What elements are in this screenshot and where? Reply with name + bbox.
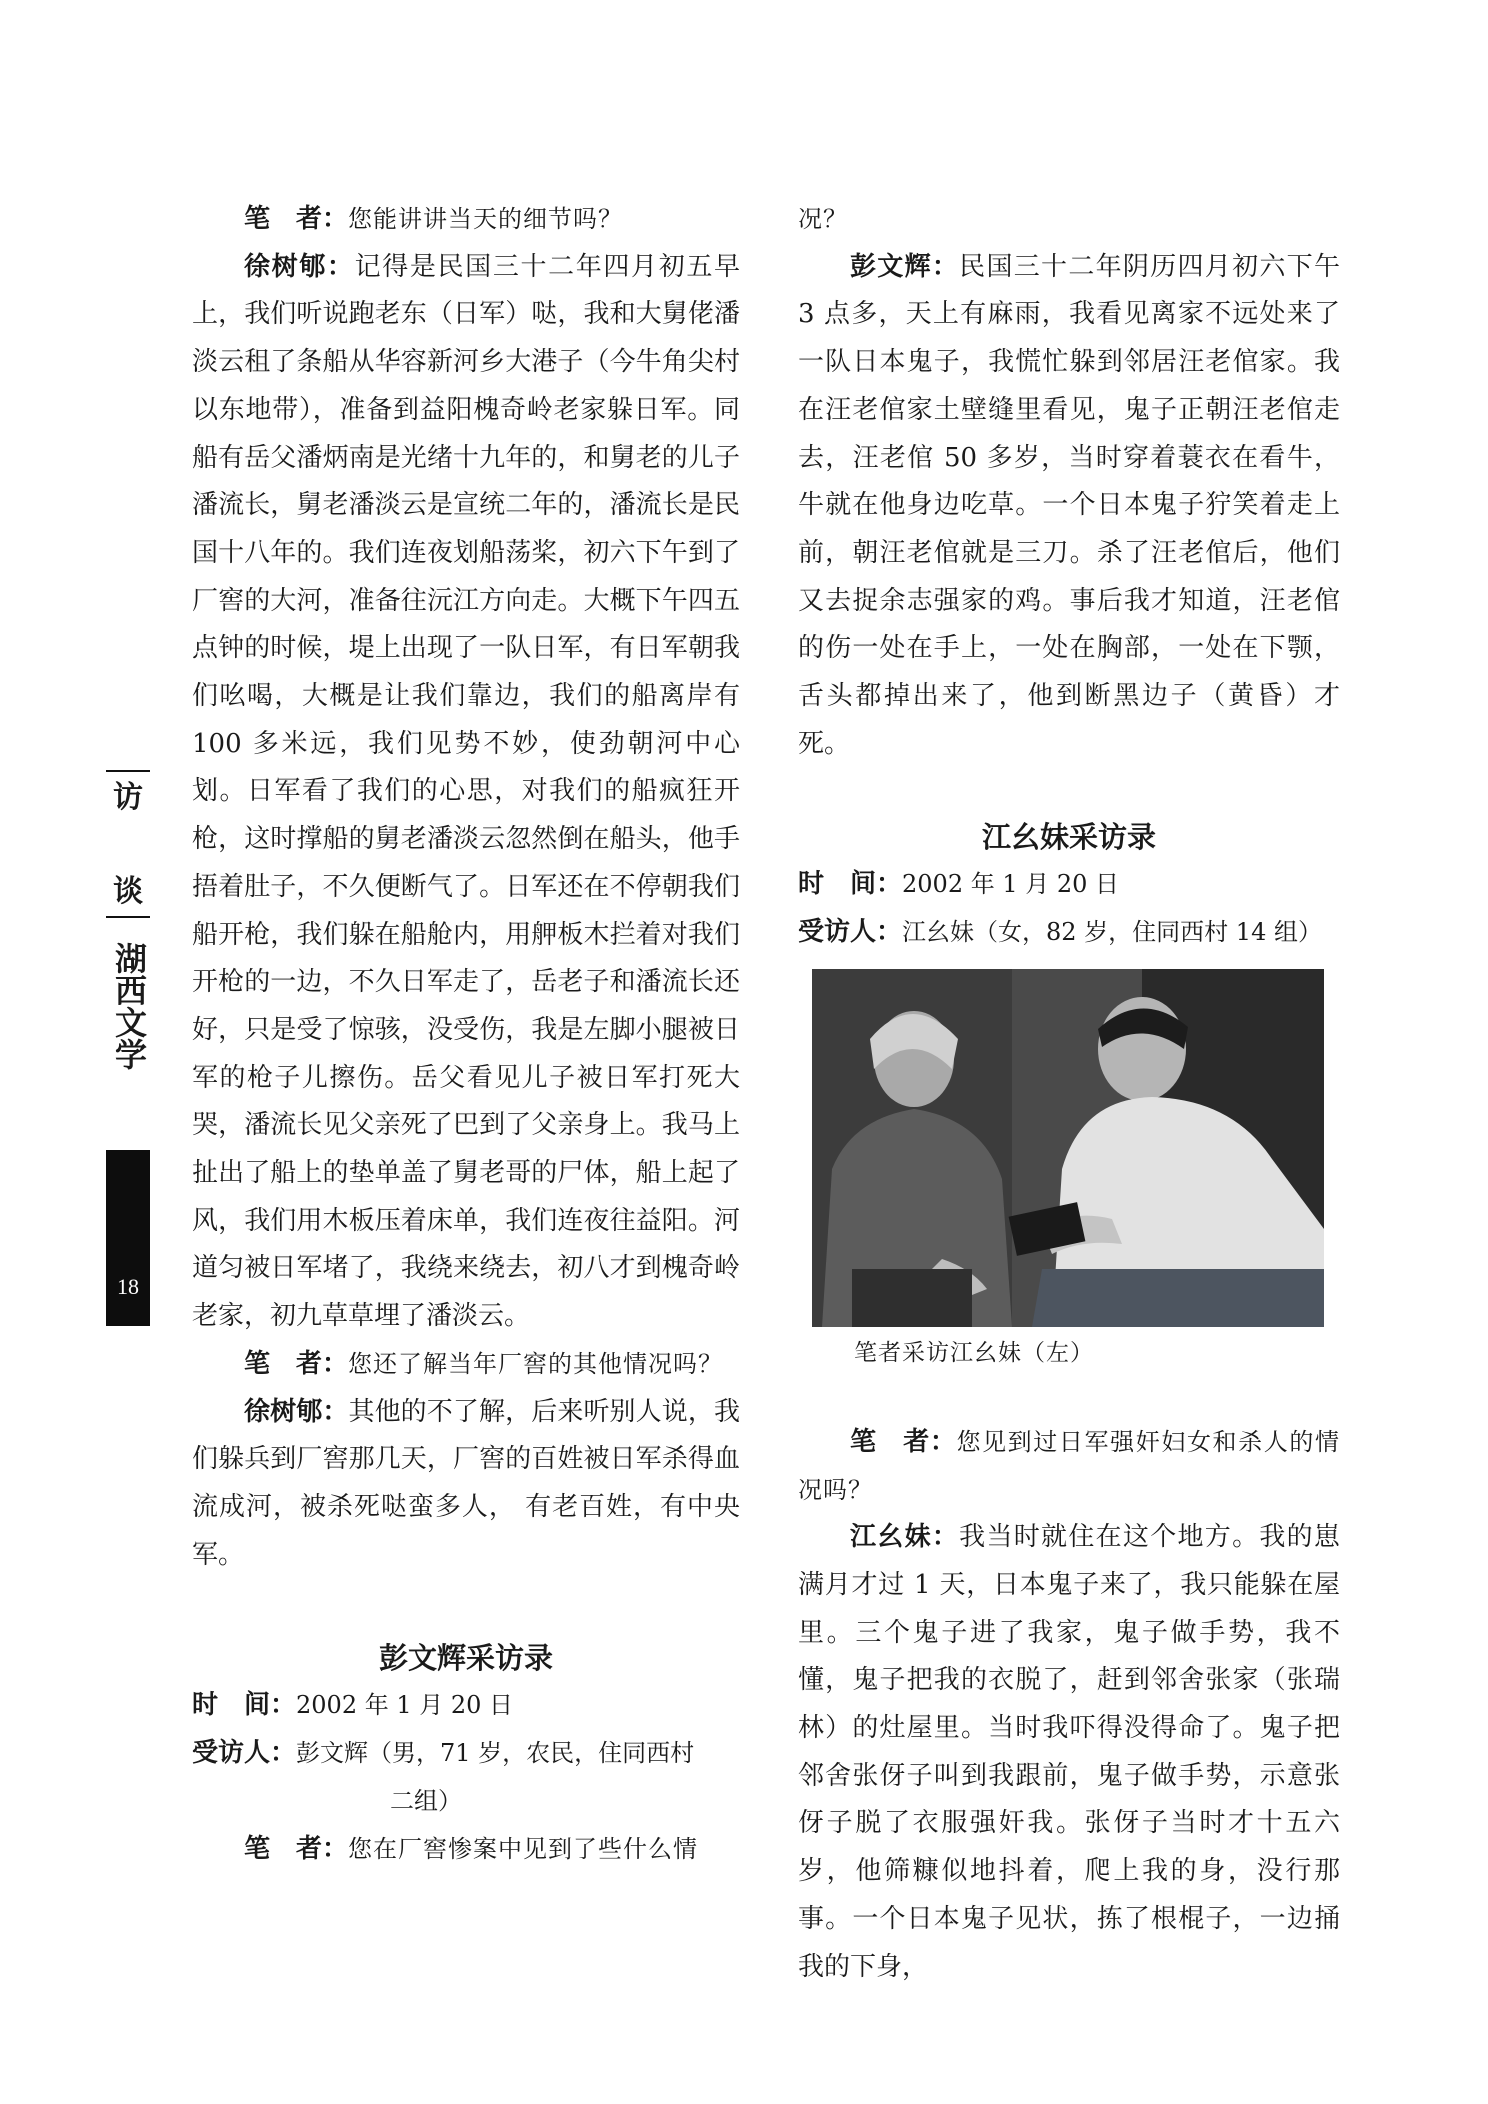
speaker-label: 徐树郇：	[244, 1396, 349, 1427]
meta-label: 时 间：	[798, 869, 903, 900]
speaker-label: 徐树郇：	[244, 251, 355, 282]
tab-divider	[106, 770, 150, 772]
speaker-label: 笔 者：	[244, 1348, 349, 1379]
meta-time	[192, 1682, 740, 1730]
answer-text: 记得是民国三十二年四月初五早上，我们听说跑老东（日军）哒，我和大舅佬潘淡云租了条船从华容新河乡大港子（今牛角尖村以东地带），准备到益阳槐奇岭老家躲日军。同船有岳父潘炳南是光绪十九年的，和舅老的儿子潘流长，舅老潘淡云是宣统二年的，潘流长是民国十八年的。我们连夜划船荡桨，初六下午到了厂窖的大河，准备往沅江方向走。大概下午四五点钟的时候，堤上出现了一队日军，有日军朝我们吆喝，大概是让我们靠边，我们的船离岸有 100 多米远，我们见势不妙，使劲朝河中心划。日军看了我们的心思，对我们的船疯狂开枪，这时撑船的舅老潘淡云忽然倒在船头，他手捂着肚子，不久便断气了。日军还在不停朝我们船开枪，我们躲在船舱内，用舺板木拦着对我们开枪的一边，不久日军走了，岳老子和潘流长还好，只是受了惊骇，没受伤，我是左脚小腿被日军的枪子儿擦伤。岳父看见儿子被日军打死大哭，潘流长见父亲死了巴到了父亲身上。我马上扯出了船上的垫单盖了舅老哥的尸体，船上起了风，我们用木板压着床单，我们连夜往益阳。河道匀被日军堵了，我绕来绕去，初八才到槐奇岭老家，初九草草埋了潘淡云。	[192, 251, 740, 1332]
paragraph	[192, 1826, 740, 1874]
meta-value: 彭文辉（男，71 岁，农民，住同西村	[296, 1739, 695, 1768]
left-column	[192, 196, 740, 1873]
paragraph	[798, 1419, 1340, 1514]
section-title: 江幺妹采访录	[981, 820, 1156, 855]
paragraph	[192, 1389, 740, 1580]
meta-label: 受访人：	[798, 917, 903, 948]
photo-illustration	[812, 969, 1324, 1327]
spacer	[798, 1373, 1340, 1419]
meta-value: 2002 年 1 月 20 日	[296, 1691, 514, 1720]
spacer	[798, 768, 1340, 814]
spacer	[104, 818, 152, 872]
section-title: 彭文辉采访录	[378, 1641, 553, 1676]
spacer	[192, 1579, 740, 1635]
question-text: 您见到过日军强奸妇女和杀人的情况吗？	[798, 1427, 1340, 1504]
answer-text: 民国三十二年阴历四月初六下午 3 点多，天上有麻雨，我看见离家不远处来了一队日本鬼子，我慌忙躲到邻居汪老倌家。我在汪老倌家土壁缝里看见，鬼子正朝汪老倌走去，汪老倌 50 多岁，当时穿着蓑衣在看牛，牛就在他身边吃草。一个日本鬼子狞笑着走上前，朝汪老倌就是三刀。杀了汪老倌后，他们又去捉余志强家的鸡。事后我才知道，汪老倌的伤一处在手上，一处在胸部，一处在下颚，舌头都掉出来了，他到断黑边子（黄昏）才死。	[798, 251, 1340, 759]
question-text: 您在厂窖惨案中见到了些什么情	[348, 1834, 699, 1863]
meta-interviewee	[192, 1730, 740, 1778]
page-number-block	[106, 1150, 150, 1326]
paragraph	[798, 196, 1340, 244]
paragraph	[798, 1514, 1340, 1991]
section-char: 谈	[113, 874, 143, 909]
answer-text: 我当时就住在这个地方。我的崽满月才过 1 天，日本鬼子来了，我只能躲在屋里。三个鬼子进了我家，鬼子做手势，我不懂，鬼子把我的衣脱了，赶到邻舍张家（张瑞林）的灶屋里。当时我吓得没得命了。鬼子把邻舍张伢子叫到我跟前，鬼子做手势，示意张伢子脱了衣服强奸我。张伢子当时才十五六岁，他筛糠似地抖着，爬上我的身，没行那事。一个日本鬼子见状，拣了根棍子，一边捅我的下身，	[798, 1522, 1340, 1982]
meta-value: 2002 年 1 月 20 日	[902, 870, 1120, 899]
right-column	[798, 196, 1340, 1991]
meta-label: 受访人：	[192, 1738, 297, 1769]
interview-photo	[812, 969, 1324, 1327]
section-side-tab	[104, 770, 152, 1086]
speaker-label: 彭文辉：	[850, 251, 960, 282]
speaker-label: 笔 者：	[850, 1426, 957, 1457]
question-text: 况？	[798, 205, 848, 233]
meta-value: 江幺妹（女，82 岁，住同西村 14 组）	[902, 918, 1322, 947]
speaker-label: 笔 者：	[244, 1833, 349, 1864]
meta-interviewee	[798, 909, 1340, 957]
meta-interviewee-cont	[192, 1778, 740, 1826]
section-char: 访	[113, 780, 143, 815]
meta-value: 二组）	[390, 1786, 462, 1815]
paragraph	[192, 196, 740, 244]
journal-name: 湖西文学	[110, 942, 148, 1070]
page-number: 18	[117, 1274, 139, 1299]
paragraph	[798, 244, 1340, 769]
paragraph	[192, 1341, 740, 1389]
answer-text: 其他的不了解，后来听别人说，我们躲兵到厂窖那几天，厂窖的百姓被日军杀得血流成河，被杀死哒蛮多人， 有老百姓，有中央军。	[192, 1396, 740, 1570]
paragraph	[192, 244, 740, 1341]
photo-caption: 笔者采访江幺妹（左）	[854, 1339, 1094, 1366]
meta-time	[798, 861, 1340, 909]
question-text: 您还了解当年厂窖的其他情况吗？	[348, 1349, 724, 1378]
question-text: 您能讲讲当天的细节吗？	[348, 205, 624, 233]
speaker-label: 笔 者：	[244, 204, 349, 234]
speaker-label: 江幺妹：	[850, 1522, 960, 1553]
tab-divider	[106, 916, 150, 918]
meta-label: 时 间：	[192, 1690, 297, 1721]
